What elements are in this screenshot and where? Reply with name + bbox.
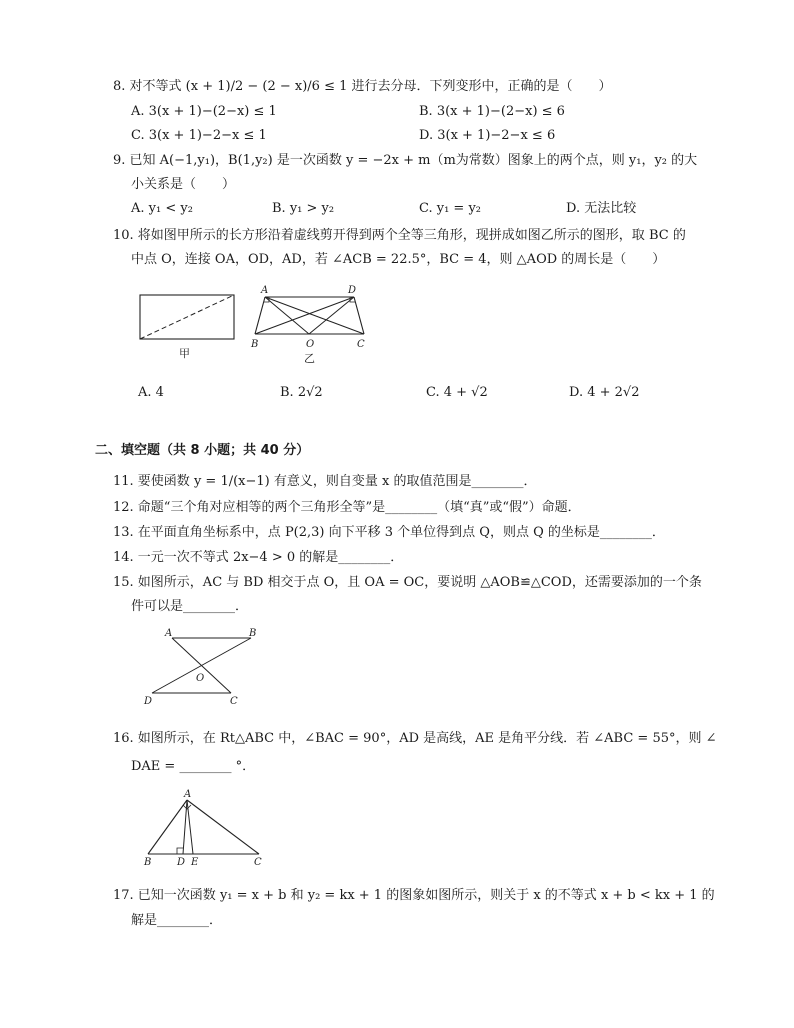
segment-ao (265, 297, 309, 334)
label-o: O (196, 673, 205, 684)
label-d: D (144, 696, 153, 707)
q12: 12. 命题“三个角对应相等的两个三角形全等”是________（填“真”或“假”）命题． (113, 500, 581, 515)
right-angle-d (177, 848, 183, 854)
section-title: 二、填空题（共 8 小题；共 40 分） (95, 443, 310, 458)
q17-line1: 17. 已知一次函数 y₁ = x + b 和 y₂ = kx + 1 的图象如图所示，则关于 x 的不等式 x + b < kx + 1 的 (113, 888, 715, 903)
q11: 11. 要使函数 y = 1/(x−1) 有意义，则自变量 x 的取值范围是________． (113, 474, 537, 489)
label-b: B (251, 339, 259, 350)
label-a: A (165, 628, 173, 639)
q14: 14. 一元一次不等式 2x−4 > 0 的解是________． (113, 550, 404, 565)
segment-bd (152, 638, 251, 693)
q8-option-b: B. 3(x + 1)−(2−x) ≤ 6 (419, 104, 565, 119)
label-c: C (357, 339, 365, 350)
q9-option-b: B. y₁ > y₂ (272, 201, 335, 216)
figure-yi (245, 282, 375, 368)
q8-stem: 8. 对不等式 (x + 1)/2 − (2 − x)/6 ≤ 1 进行去分母．下列变形中，正确的是（ ） (113, 79, 612, 94)
segment-db (255, 297, 354, 334)
q8-option-c: C. 3(x + 1)−2−x ≤ 1 (131, 128, 267, 143)
figure-q15 (138, 626, 268, 708)
fig-yi-caption: 乙 (304, 352, 315, 365)
q9-stem-line1: 9. 已知 A(−1,y₁)，B(1,y₂) 是一次函数 y = −2x + m（m为常数）图象上的两个点，则 y₁，y₂ 的大 (113, 153, 698, 168)
segment-dc (354, 297, 364, 334)
segment-ab (255, 297, 265, 334)
label-a: A (261, 285, 269, 296)
label-o: O (306, 339, 315, 350)
q16-line1: 16. 如图所示，在 Rt△ABC 中，∠BAC = 90°，AD 是高线，AE 是角平分线．若 ∠ABC = 55°，则 ∠ (113, 731, 717, 746)
q10-stem-line2: 中点 O，连接 OA，OD，AD，若 ∠ACB = 22.5°，BC = 4，则 △AOD 的周长是（ ） (131, 252, 666, 267)
q9-stem-line2: 小关系是（ ） (131, 177, 236, 192)
q15-line1: 15. 如图所示，AC 与 BD 相交于点 O，且 OA = OC，要说明 △AOB≌△COD，还需要添加的一个条 (113, 575, 702, 590)
segment-ac (187, 800, 259, 854)
label-a: A (184, 789, 192, 800)
q16-line2: DAE = ________ °． (131, 759, 256, 774)
q10-option-c: C. 4 + √2 (426, 385, 488, 400)
label-b: B (144, 857, 152, 868)
label-e: E (191, 857, 199, 868)
figure-jia (130, 285, 240, 365)
label-c: C (254, 857, 262, 868)
q10-option-d: D. 4 + 2√2 (569, 385, 640, 400)
q13: 13. 在平面直角坐标系中，点 P(2,3) 向下平移 3 个单位得到点 Q，则点 Q 的坐标是________． (113, 525, 665, 540)
q17-line2: 解是________． (131, 913, 223, 928)
q8-option-a: A. 3(x + 1)−(2−x) ≤ 1 (131, 104, 277, 119)
q8-option-d: D. 3(x + 1)−2−x ≤ 6 (419, 128, 556, 143)
figure-q16 (140, 788, 270, 868)
fig-jia-caption: 甲 (179, 347, 190, 360)
label-c: C (230, 696, 238, 707)
q10-stem-line1: 10. 将如图甲所示的长方形沿着虚线剪开得到两个全等三角形，现拼成如图乙所示的图形，取 BC 的 (113, 228, 686, 243)
q9-option-a: A. y₁ < y₂ (131, 201, 193, 216)
label-d: D (177, 857, 186, 868)
label-b: B (249, 628, 257, 639)
dashed-diagonal (140, 295, 234, 339)
label-d: D (348, 285, 357, 296)
q9-option-d: D. 无法比较 (566, 201, 637, 216)
q10-option-a: A. 4 (138, 385, 164, 400)
segment-ab (148, 800, 187, 854)
q9-option-c: C. y₁ = y₂ (419, 201, 482, 216)
q15-line2: 件可以是________． (131, 599, 249, 614)
q10-option-b: B. 2√2 (280, 385, 323, 400)
segment-ac (265, 297, 364, 334)
